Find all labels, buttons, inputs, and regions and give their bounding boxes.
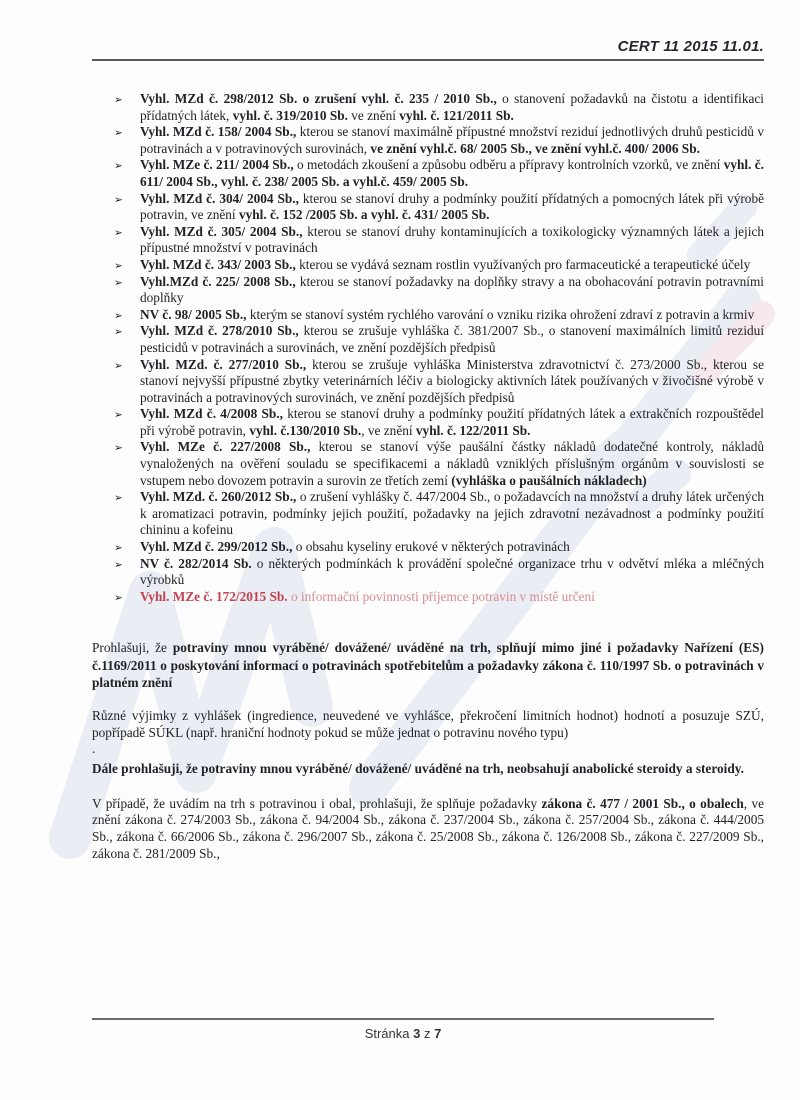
arrow-bullet-icon: ➢	[114, 542, 123, 555]
arrow-bullet-icon: ➢	[114, 226, 123, 239]
text-run: Vyhl. MZd č. 299/2012 Sb.,	[140, 539, 293, 555]
regulation-list-item	[92, 323, 764, 356]
text-run: vyhl. č. 121/2011 Sb.	[399, 107, 514, 123]
declaration-paragraphs	[92, 639, 764, 863]
text-run: vyhl. č. 122/2011 Sb.	[415, 422, 531, 438]
page-header	[92, 38, 764, 61]
declaration-foods	[92, 639, 764, 691]
regulation-list-item	[92, 489, 764, 539]
text-run: NV č. 282/2014 Sb.	[140, 555, 252, 571]
text-run: Vyhl.MZd č. 225/ 2008 Sb.,	[140, 273, 296, 289]
arrow-bullet-icon: ➢	[114, 492, 123, 505]
arrow-bullet-icon: ➢	[114, 193, 123, 206]
text-run: vyhl. č. 611/ 2004 Sb., vyhl. č. 238/ 2005 Sb. a vyhl.č. 459/ 2005 Sb.	[140, 157, 764, 189]
text-run: o obsahu kyseliny erukové v některých potravinách	[292, 539, 570, 555]
text-run: z	[420, 1025, 435, 1041]
arrow-bullet-icon: ➢	[114, 359, 123, 372]
text-run: o zrušení vyhlášky č. 447/2004 Sb., o požadavcích na množství a druhy látek určených k aromatizaci potravin, podmínky jejich použití, požadavky na jejich zdravotní nezávadnost a podmínky použití chininu a kofeinu	[140, 489, 765, 538]
text-run: o stanovení požadavků na čistotu a identifikaci přídatných látek,	[140, 91, 764, 123]
text-run: Vyhl. MZd č. 298/2012 Sb. o zrušení vyhl. č. 235 / 2010 Sb.,	[140, 91, 497, 106]
arrow-bullet-icon: ➢	[114, 276, 123, 289]
text-run: Prohlašuji, že	[92, 640, 173, 656]
text-run: (vyhláška o paušálních nákladech)	[451, 472, 647, 488]
regulation-list-item	[92, 124, 764, 157]
arrow-bullet-icon: ➢	[114, 259, 123, 272]
regulation-list-item	[92, 257, 764, 274]
regulation-list-item	[92, 439, 764, 489]
text-run: NV č. 98/ 2005 Sb.,	[140, 306, 247, 322]
regulation-list-item	[92, 539, 764, 556]
exceptions	[92, 708, 764, 742]
text-run: Různé výjimky z vyhlášek (ingredience, neuvedené ve vyhlášce, překročení limitních hodnot) hodnotí a posuzuje SZÚ, popřípadě SÚKL (např. hraniční hodnoty pokud se může jednat o potravinu nového typu)	[92, 707, 764, 740]
arrow-bullet-icon: ➢	[114, 409, 123, 422]
text-run: Stránka	[364, 1025, 414, 1041]
arrow-bullet-icon: ➢	[114, 558, 123, 571]
arrow-bullet-icon: ➢	[114, 591, 123, 604]
footer-rule	[92, 1018, 714, 1020]
regulation-list-item	[92, 191, 764, 224]
regulation-list-item	[92, 157, 764, 190]
regulation-list-item	[92, 556, 764, 589]
text-run: Vyhl. MZd č. 158/ 2004 Sb.,	[140, 124, 297, 140]
text-run: kterou se stanoví maximálně přípustné množství reziduí jednotlivých druhů pesticidů v potravinách a v potravinových surovinách,	[140, 124, 764, 156]
text-run: kterou se stanoví druhy kontaminujících a toxikologicky významných látek a jejich přípustné množství v potravinách	[140, 223, 764, 256]
regulation-list-item	[92, 307, 764, 324]
text-run: .	[92, 741, 96, 757]
regulation-list-item	[92, 274, 764, 307]
text-run: Vyhl. MZe č. 227/2008 Sb.,	[140, 439, 311, 455]
text-run: 3	[413, 1025, 421, 1041]
text-run: Vyhl. MZe č. 211/ 2004 Sb.,	[140, 157, 294, 173]
text-run: V případě, že uvádím na trh s potravinou i obal, prohlašuji, že splňuje požadavky	[92, 795, 542, 811]
text-run: ve znění	[347, 107, 400, 123]
page-footer	[92, 1018, 714, 1041]
text-run: kterou se stanoví výše paušální částky nákladů dodatečné kontroly, nákladů vynaložených na ověření souladu se specifikacemi a nákladů vzniklých příslušným orgánům v souvislosti se vstupem nebo dovozem potravin a surovin ze třetích zemí	[140, 439, 765, 488]
page-content	[92, 38, 764, 863]
text-run: kterou se zrušuje vyhláška č. 381/2007 Sb., o stanovení maximálních limitů reziduí pesticidů v potravinách a surovinách, ve znění pozdějších předpisů	[140, 323, 765, 355]
regulation-list-item	[92, 91, 764, 124]
regulation-list	[92, 91, 764, 605]
arrow-bullet-icon: ➢	[114, 326, 123, 339]
text-run: kterou se zrušuje vyhláška Ministerstva zdravotnictví č. 273/2000 Sb., kterou se stanoví nejvyšší přípustné zbytky veterinárních léčiv a biologicky aktivních látek používaných v živočišné výrobě v potravinách a potravinových surovinách, ve znění pozdějších předpisů	[140, 356, 765, 405]
text-run: o metodách zkoušení a způsobu odběru a přípravy kontrolních vzorků, ve znění	[293, 157, 724, 173]
arrow-bullet-icon: ➢	[114, 127, 123, 140]
text-run: , ve znění zákona č. 274/2003 Sb., zákona č. 94/2004 Sb., zákona č. 237/2004 Sb., zákona č. 257/2004 Sb., zákona č. 444/2005 Sb., zákona č. 66/2006 Sb., zákona č. 296/2007 Sb., zákona č. 25/2008 Sb., zákona č. 126/2008 Sb., zákona č. 227/2009 Sb., zákona č. 281/2009 Sb.,	[92, 795, 764, 862]
text-run: kterým se stanoví systém rychlého varování o vzniku rizika ohrožení zdraví z potravin a krmiv	[246, 306, 755, 322]
text-run: Vyhl. MZd č. 305/ 2004 Sb.,	[140, 223, 303, 239]
text-run: potraviny mnou vyráběné/ dovážené/ uváděné na trh, splňují mimo jiné i požadavky Nařízení (ES) č.1169/2011 o poskytování informací o potravinách spotřebitelům a požadavky zákona č. 110/1997 Sb. o potravinách v platném znění	[92, 640, 764, 691]
text-run: zákona č. 477 / 2001 Sb., o obalech	[541, 795, 744, 811]
text-run: Vyhl. MZd č. 343/ 2003 Sb.,	[140, 256, 296, 272]
text-run: 7	[434, 1025, 442, 1041]
text-run: o některých podmínkách k provádění společné organizace trhu v odvětví mléka a mléčných výrobků	[140, 555, 764, 588]
text-run: Vyhl. MZd č. 304/ 2004 Sb.,	[140, 190, 299, 206]
header-cert-label: CERT 11 2015 11.01.	[617, 38, 764, 55]
text-run: kterou se stanoví druhy a podmínky použití přídatných látek a extrakčních rozpouštědel při výrobě potravin,	[140, 406, 764, 438]
regulation-list-item	[92, 406, 764, 439]
regulation-list-item	[92, 357, 764, 407]
header-rule	[92, 59, 764, 61]
text-run: vyhl. č. 319/2010 Sb.	[232, 107, 348, 123]
text-run: kterou se stanoví požadavky na doplňky stravy a na obohacování potravin potravními doplňky	[140, 273, 764, 306]
text-run: Vyhl. MZd. č. 277/2010 Sb.,	[140, 356, 307, 372]
text-run: vyhl. č. 152 /2005 Sb. a vyhl. č. 431/ 2005 Sb.	[238, 207, 490, 223]
text-run: Vyhl. MZe č. 172/2015 Sb.	[140, 588, 288, 604]
arrow-bullet-icon: ➢	[114, 94, 123, 106]
text-run: ve znění vyhl.č. 68/ 2005 Sb., ve znění vyhl.č. 400/ 2006 Sb.	[370, 140, 700, 156]
arrow-bullet-icon: ➢	[114, 309, 123, 322]
text-run: o informační povinnosti příjemce potravin v místě určení	[287, 588, 595, 604]
regulation-list-item	[92, 589, 764, 606]
dot-line	[92, 741, 764, 758]
arrow-bullet-icon: ➢	[114, 160, 123, 173]
page-number	[92, 1026, 714, 1041]
regulation-list-item	[92, 224, 764, 257]
anabolic-declaration	[92, 760, 764, 777]
text-run: Dále prohlašuji, že potraviny mnou vyráběné/ dovážené/ uváděné na trh, neobsahují anabolické steroidy a steroidy.	[92, 761, 744, 777]
text-run: , ve znění	[361, 422, 416, 438]
text-run: Vyhl. MZd č. 4/2008 Sb.,	[140, 406, 283, 422]
text-run: vyhl. č.130/2010 Sb.	[249, 422, 362, 438]
text-run: Vyhl. MZd č. 278/2010 Sb.,	[140, 323, 299, 339]
packaging-declaration	[92, 796, 764, 864]
text-run: kterou se vydává seznam rostlin využívaných pro farmaceutické a terapeutické účely	[295, 256, 751, 272]
arrow-bullet-icon: ➢	[114, 442, 123, 455]
text-run: kterou se stanoví druhy a podmínky použití přídatných a pomocných látek při výrobě potravin, ve znění	[140, 190, 764, 223]
text-run: Vyhl. MZd. č. 260/2012 Sb.,	[140, 489, 297, 505]
